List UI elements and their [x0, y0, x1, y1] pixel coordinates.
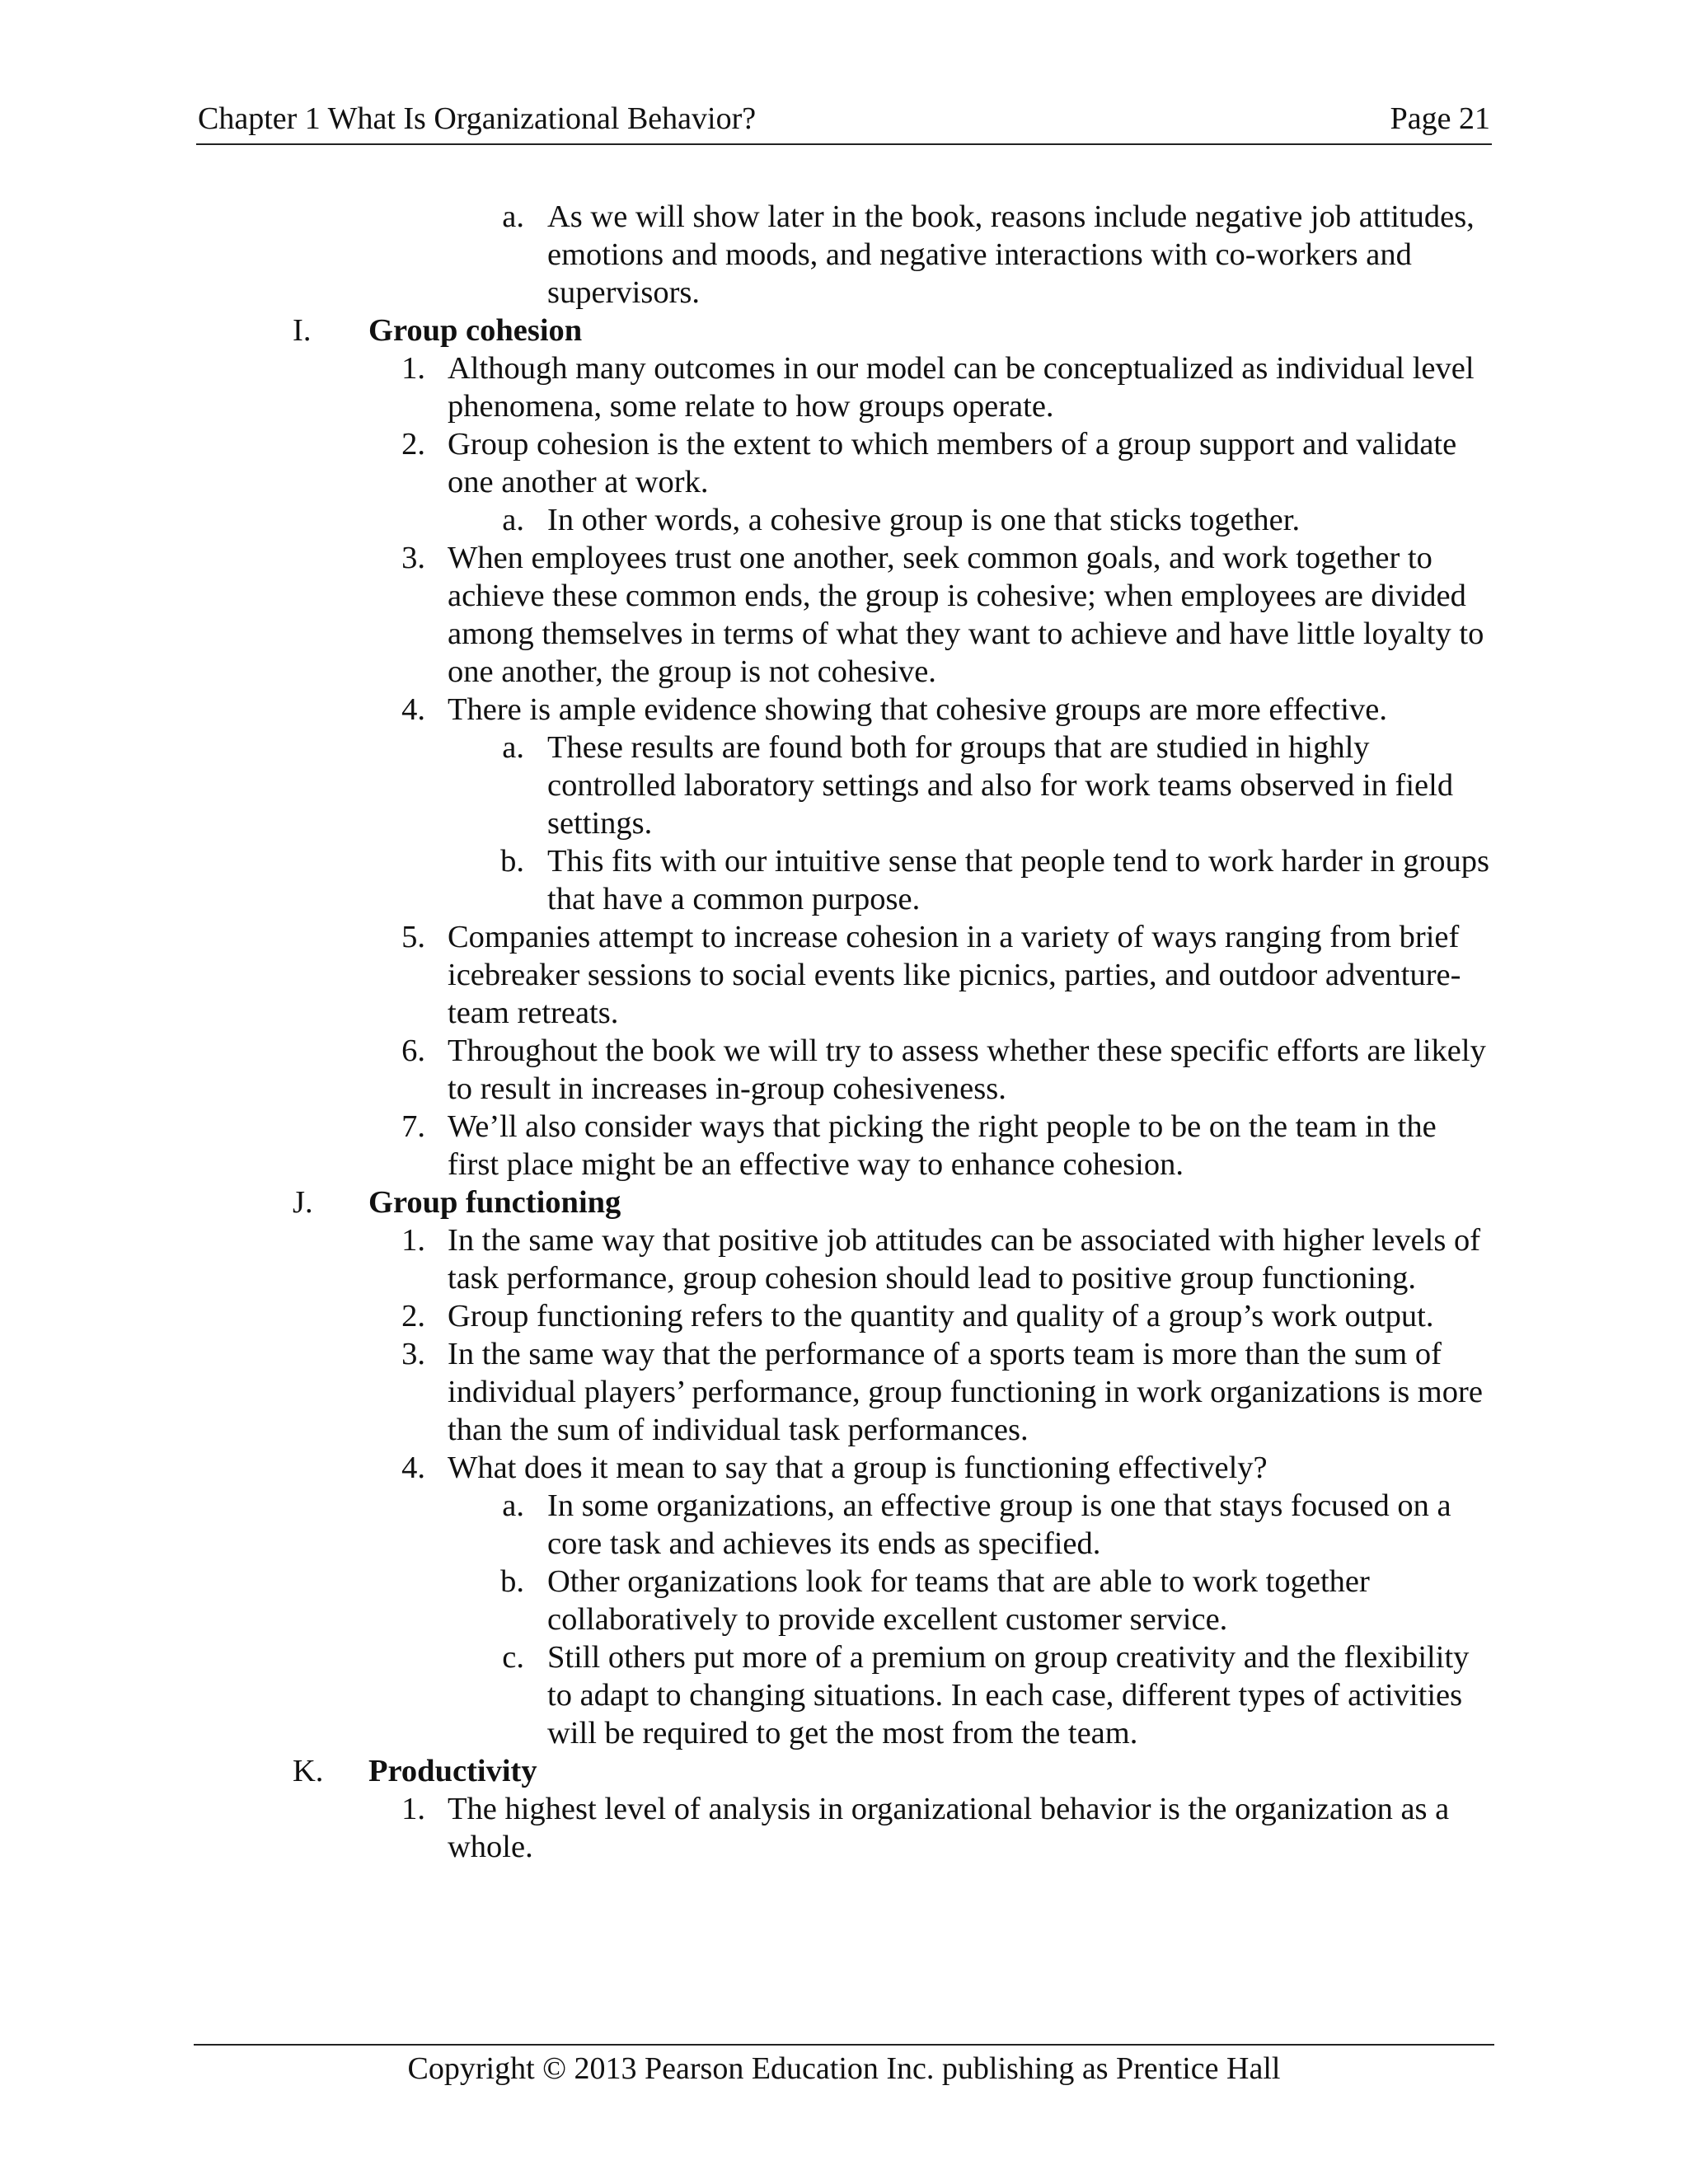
list-item-text: Still others put more of a premium on group creativity and the flexibility to adapt to changing situations. In each case, different types of activities will be required to get the most from the team. [547, 1640, 1470, 1750]
list-marker: J. [293, 1185, 313, 1220]
list-item-text: As we will show later in the book, reasons include negative job attitudes, emotions and moods, and negative interactions with co-workers and supervisors. [547, 199, 1475, 310]
list-item-text: Group functioning refers to the quantity and quality of a group’s work output. [448, 1299, 1434, 1333]
section-heading [0, 1183, 1688, 1221]
section-title: Group cohesion [368, 313, 583, 348]
list-item-text: When employees trust one another, seek common goals, and work together to achieve these common ends, the group is cohesive; when employees are divided among themselves in terms of what they want to achieve and have little loyalty to one another, the group is not cohesive. [448, 541, 1484, 689]
list-item [0, 1563, 1688, 1638]
list-item-text: These results are found both for groups that are studied in highly controlled laboratory settings and also for work teams observed in field settings. [547, 730, 1454, 841]
page-header [196, 97, 1492, 145]
list-marker: a. [502, 1488, 524, 1523]
list-item-text: In other words, a cohesive group is one that sticks together. [547, 503, 1301, 537]
list-marker: 1. [401, 1223, 425, 1258]
page-footer [194, 2044, 1494, 2087]
list-marker: K. [293, 1754, 324, 1788]
list-marker: b. [500, 1564, 524, 1599]
list-item [0, 539, 1688, 691]
list-item [0, 1297, 1688, 1335]
chapter-title: Chapter 1 What Is Organizational Behavior? [198, 101, 757, 136]
copyright-notice: Copyright © 2013 Pearson Education Inc. publishing as Prentice Hall [407, 2051, 1281, 2086]
list-marker: 3. [401, 541, 425, 575]
list-item [0, 842, 1688, 918]
list-item-text: In the same way that the performance of a sports team is more than the sum of individual players’ performance, group functioning in work organizations is more than the sum of individual task performances. [448, 1337, 1483, 1447]
list-item [0, 1335, 1688, 1449]
list-marker: 2. [401, 427, 425, 462]
list-item [0, 1638, 1688, 1752]
list-item [0, 349, 1688, 425]
outline-content [0, 198, 1688, 1866]
list-marker: 1. [401, 1792, 425, 1826]
section-heading [0, 1752, 1688, 1790]
list-item-text: Group cohesion is the extent to which members of a group support and validate one another at work. [448, 427, 1457, 499]
list-marker: a. [502, 503, 524, 537]
list-marker: 4. [401, 1451, 425, 1485]
list-item-text: This fits with our intuitive sense that people tend to work harder in groups that have a common purpose. [547, 844, 1490, 916]
list-item-text: There is ample evidence showing that cohesive groups are more effective. [448, 692, 1387, 727]
list-item [0, 425, 1688, 501]
section-title: Productivity [368, 1754, 537, 1788]
list-item [0, 1108, 1688, 1183]
list-marker: 6. [401, 1033, 425, 1068]
list-item [0, 1032, 1688, 1108]
list-item-text: In some organizations, an effective group is one that stays focused on a core task and achieves its ends as specified. [547, 1488, 1451, 1561]
list-item [0, 1221, 1688, 1297]
list-item [0, 1487, 1688, 1563]
list-item-text: The highest level of analysis in organizational behavior is the organization as a whole. [448, 1792, 1450, 1864]
list-marker: I. [293, 313, 312, 348]
list-marker: 1. [401, 351, 425, 386]
list-marker: c. [502, 1640, 524, 1675]
list-marker: a. [502, 730, 524, 765]
list-item [0, 1790, 1688, 1866]
list-marker: b. [500, 844, 524, 879]
section-title: Group functioning [368, 1185, 621, 1220]
section-heading [0, 312, 1688, 349]
list-item-text: We’ll also consider ways that picking the right people to be on the team in the first place might be an effective way to enhance cohesion. [448, 1109, 1437, 1182]
list-marker: 5. [401, 920, 425, 954]
list-marker: 2. [401, 1299, 425, 1333]
list-marker: a. [502, 199, 524, 234]
list-item-text: Although many outcomes in our model can be conceptualized as individual level phenomena, some relate to how groups operate. [448, 351, 1475, 424]
page-number: Page 21 [1390, 101, 1490, 136]
list-item [0, 729, 1688, 842]
list-marker: 7. [401, 1109, 425, 1144]
list-marker: 3. [401, 1337, 425, 1371]
list-item-text: Other organizations look for teams that are able to work together collaboratively to provide excellent customer service. [547, 1564, 1370, 1637]
list-item-text: Throughout the book we will try to assess whether these specific efforts are likely to result in increases in-group cohesiveness. [448, 1033, 1486, 1106]
list-item-text: In the same way that positive job attitudes can be associated with higher levels of task performance, group cohesion should lead to positive group functioning. [448, 1223, 1481, 1296]
list-marker: 4. [401, 692, 425, 727]
list-item [0, 1449, 1688, 1487]
list-item-text: Companies attempt to increase cohesion in a variety of ways ranging from brief icebreaker sessions to social events like picnics, parties, and outdoor adventure-team retreats. [448, 920, 1461, 1030]
list-item [0, 918, 1688, 1032]
list-item [0, 198, 1688, 312]
list-item [0, 691, 1688, 729]
list-item-text: What does it mean to say that a group is functioning effectively? [448, 1451, 1268, 1485]
list-item [0, 501, 1688, 539]
